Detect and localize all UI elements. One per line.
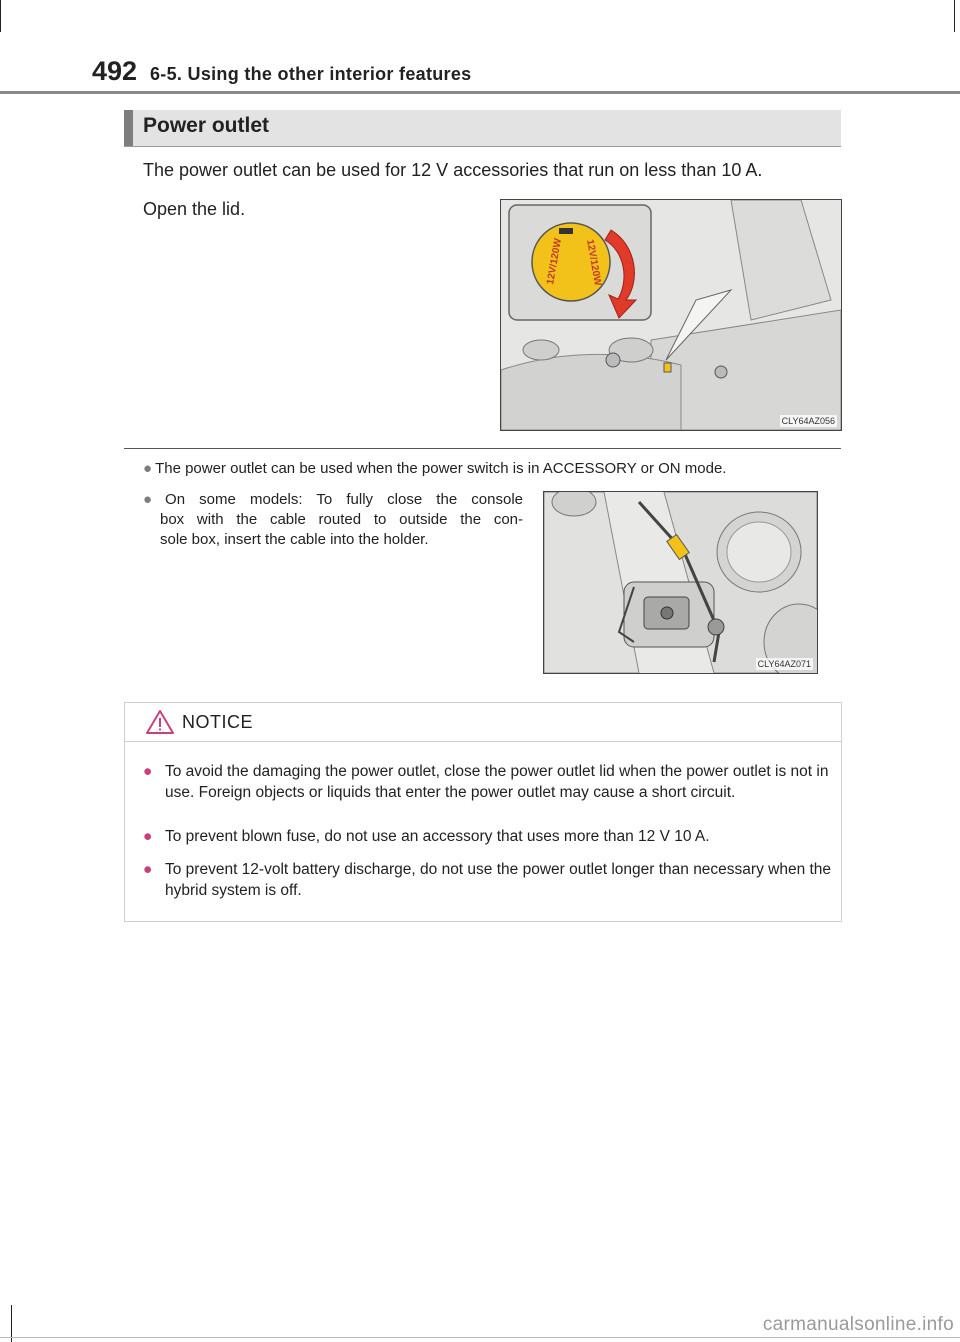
figure-power-outlet-lid: [500, 199, 842, 431]
page-number: 492: [92, 56, 138, 86]
crop-mark-top-left: [0, 0, 1, 32]
svg-text:12V/120W: 12V/120W: [584, 238, 603, 287]
bullet-text: The power outlet can be used when the power switch is in ACCESSORY or ON mode.: [155, 460, 727, 477]
bullet-icon: ●: [143, 460, 153, 477]
notice-item-2: ● To prevent blown fuse, do not use an accessory that uses more than 12 V 10 A.: [143, 828, 710, 845]
info-bullet-2: [143, 490, 523, 550]
bullet-icon: ●: [143, 491, 163, 508]
notice-label: NOTICE: [182, 712, 254, 732]
bullet-line-1: ● On some models: To fully close the console: [143, 491, 523, 508]
figure-code: CLY64AZ071: [757, 659, 811, 669]
watermark: carmanualsonline.info: [762, 1314, 954, 1335]
warning-triangle-icon: [145, 709, 175, 735]
running-header: 6-5. Using the other interior features: [150, 64, 472, 84]
info-bullet-1: [143, 459, 726, 479]
figure-code: CLY64AZ056: [781, 416, 835, 426]
step-open-lid: Open the lid.: [143, 199, 246, 219]
svg-text:12V/120W: 12V/120W: [545, 237, 565, 286]
bullet-line-2: box with the cable routed to outside the con-: [160, 511, 523, 528]
header-rule: [0, 91, 960, 94]
section-divider: [124, 448, 841, 449]
intro-paragraph: The power outlet can be used for 12 V accessories that run on less than 10 A.: [143, 160, 763, 180]
console-box-illustration: [544, 492, 817, 673]
notice-header: [125, 703, 841, 742]
title-accent: [124, 110, 133, 146]
section-title: Power outlet: [143, 114, 270, 137]
notice-item-3: ● To prevent 12-volt battery discharge, do not use the power outlet longer than necessary when the hybrid system is off.: [143, 861, 832, 899]
console-illustration: [501, 200, 841, 430]
crop-mark-top-right: [954, 0, 955, 32]
crop-mark-bottom-line: [0, 1337, 960, 1338]
section-title-bar: [124, 110, 841, 147]
notice-box: [124, 702, 842, 922]
bullet-line-3: sole box, insert the cable into the holder.: [160, 531, 429, 548]
figure-cable-holder: [543, 491, 818, 674]
notice-bullet-icon: ●: [143, 763, 153, 780]
notice-bullet-icon: ●: [143, 861, 153, 878]
notice-item-1: ● To avoid the damaging the power outlet, close the power outlet lid when the power outlet is not in use. Foreign objects or liquids that enter the power outlet may cause a short circuit.: [143, 763, 829, 801]
notice-bullet-icon: ●: [143, 828, 153, 845]
